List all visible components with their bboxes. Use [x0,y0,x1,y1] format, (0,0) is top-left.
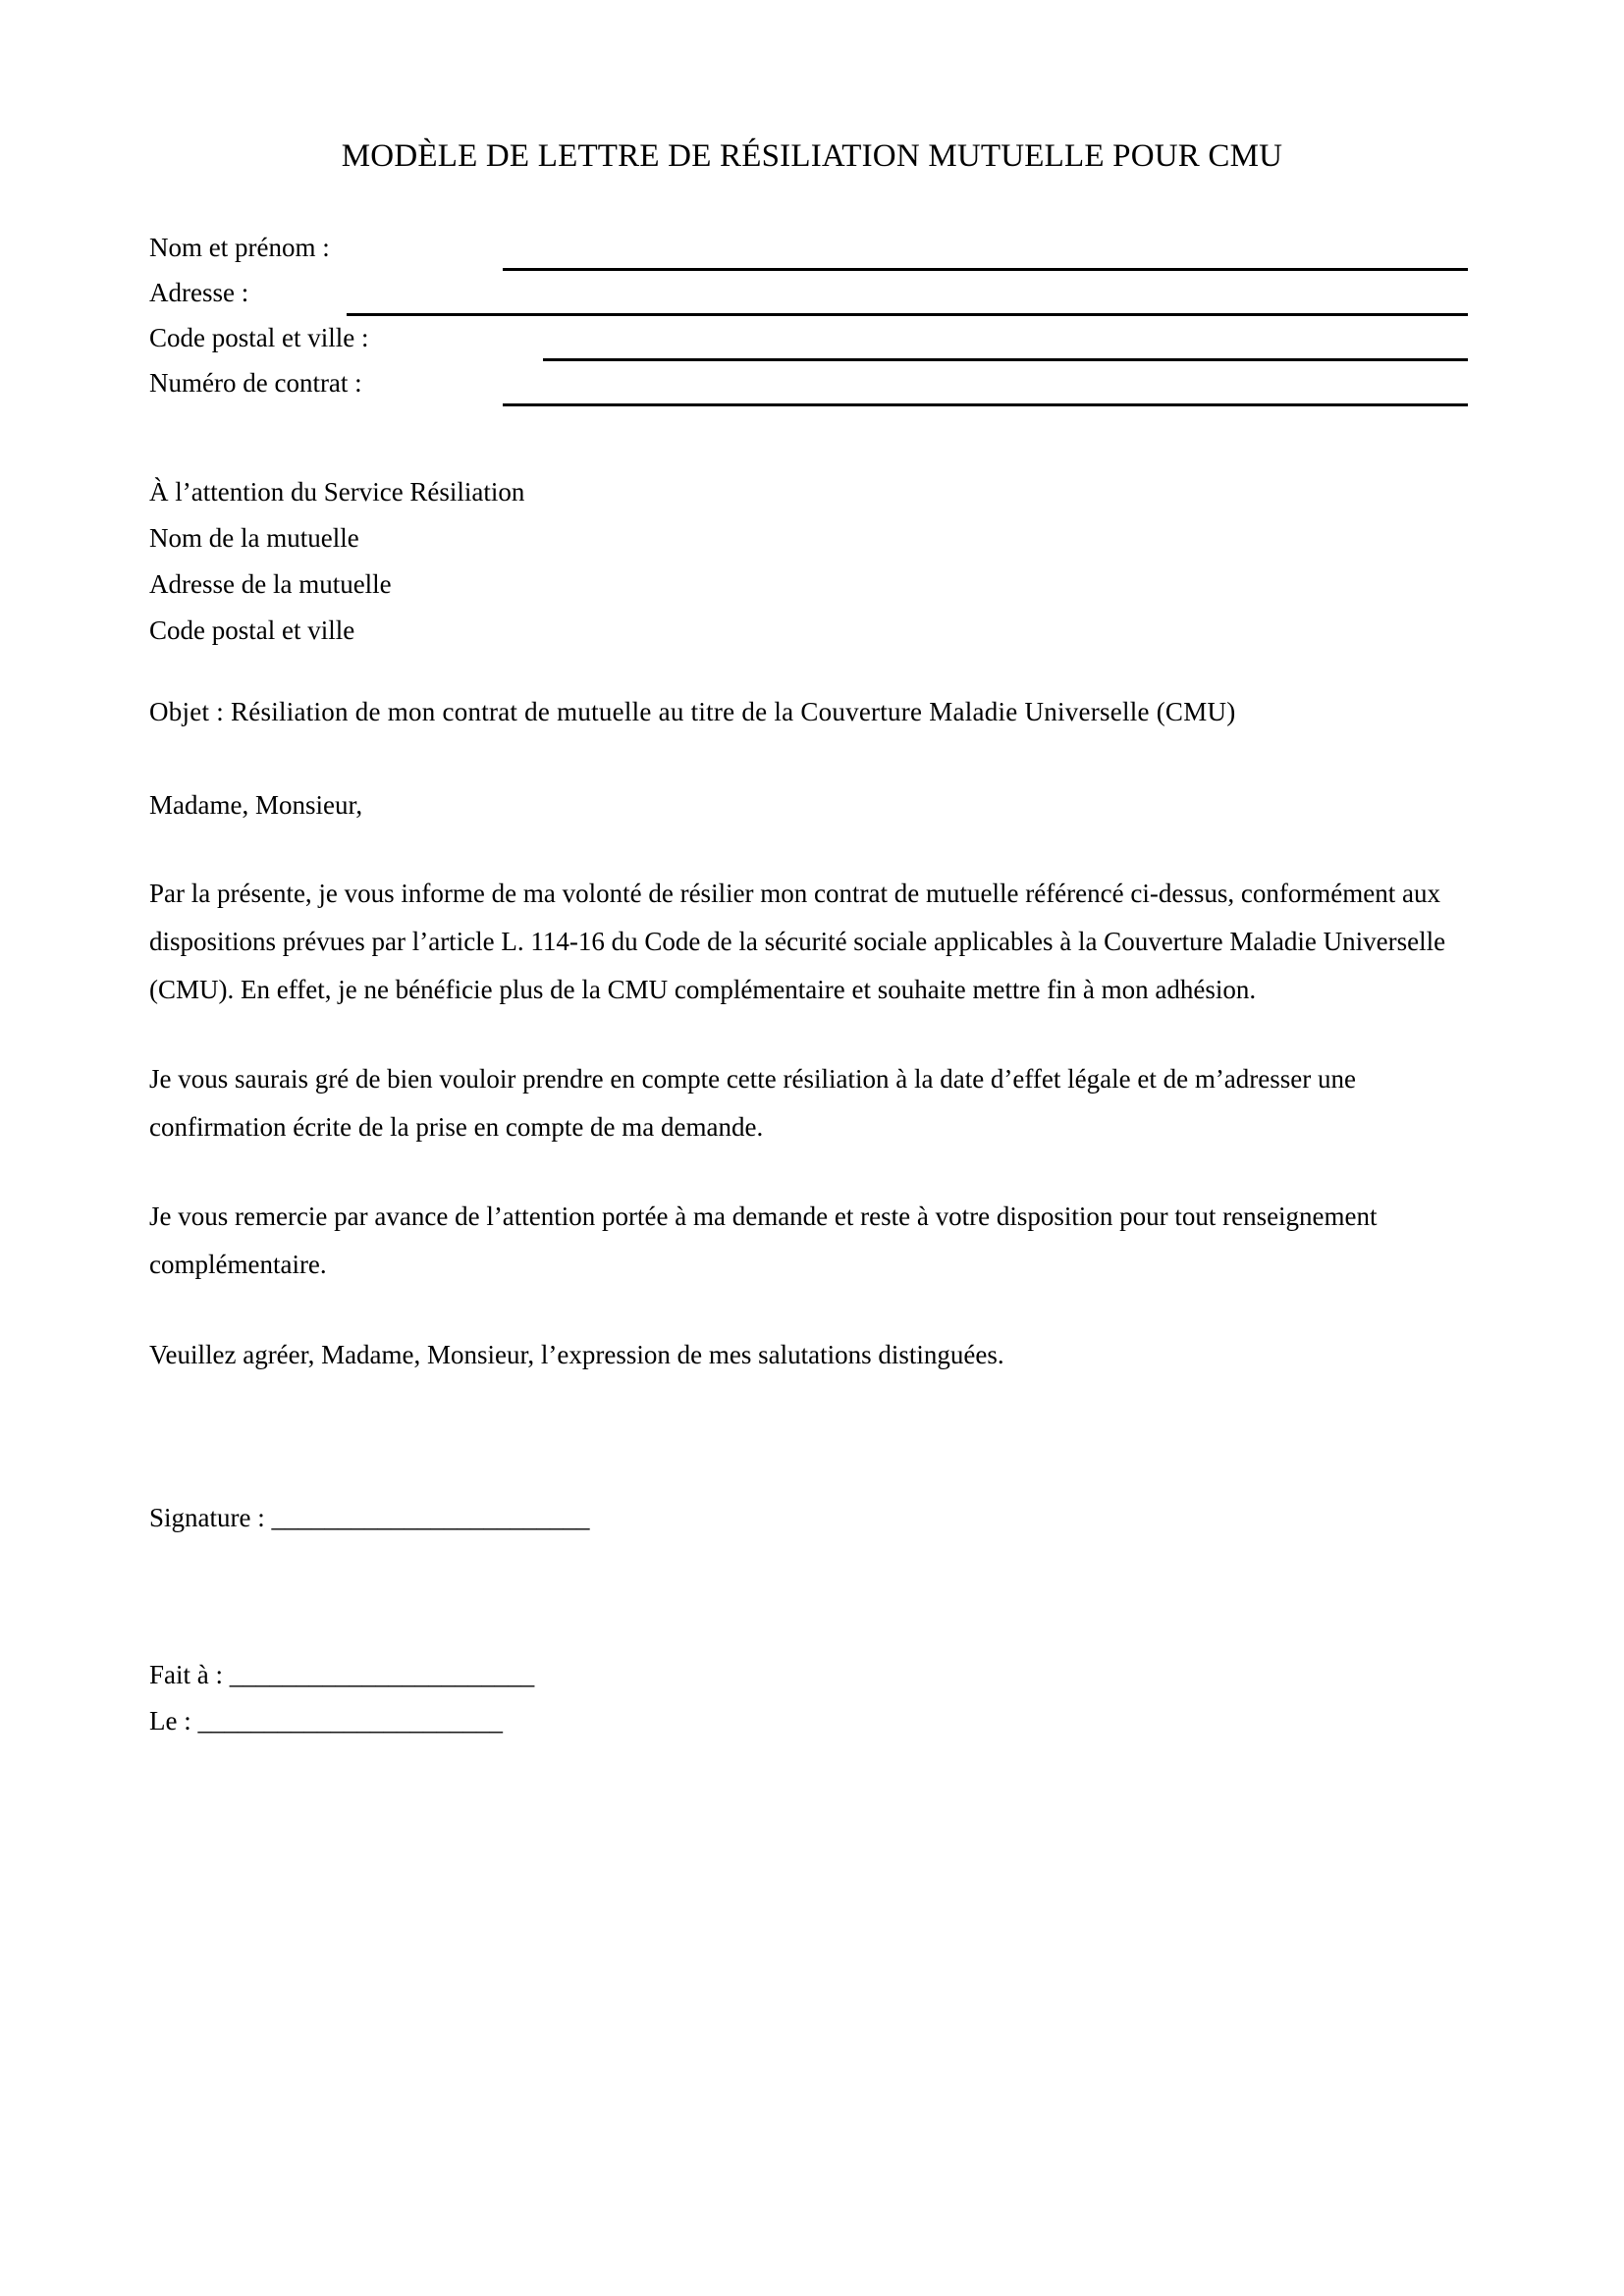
form-label-numero-contrat: Numéro de contrat : [149,368,362,398]
letter-body [149,870,1483,1289]
form-row-code-postal-ville [149,318,1485,363]
recipient-line-mutuelle-address: Adresse de la mutuelle [149,569,392,599]
recipient-address-block [149,469,1327,654]
subject-line: Objet : Résiliation de mon contrat de mutuelle au titre de la Couverture Maladie Universelle (CMU) [149,697,1236,726]
closing-salutation: Veuillez agréer, Madame, Monsieur, l’expression de mes salutations distinguées. [149,1340,1004,1369]
form-rule-code-postal-ville[interactable] [543,358,1468,361]
form-row-numero-contrat [149,363,1485,408]
place-and-date-block [149,1652,534,1744]
body-paragraph-3: Je vous remercie par avance de l’attention portée à ma demande et reste à votre disposition pour tout renseignement complémentaire. [149,1201,1378,1279]
form-rule-adresse[interactable] [347,313,1468,316]
date-field[interactable]: Le : _______________________ [149,1706,503,1735]
page-title: MODÈLE DE LETTRE DE RÉSILIATION MUTUELLE POUR CMU [341,138,1283,175]
form-row-nom-prenom [149,228,1485,273]
place-field[interactable]: Fait à : _______________________ [149,1660,535,1689]
recipient-line-mutuelle-name: Nom de la mutuelle [149,523,359,553]
form-label-nom-prenom: Nom et prénom : [149,233,330,262]
body-paragraph-1: Par la présente, je vous informe de ma volonté de résilier mon contrat de mutuelle référencé ci-dessus, conformément aux dispositions prévues par l’article L. 114-16 du Code de la sécurité sociale applicables à la Couverture Maladie Universelle (CMU). En effet, je ne bénéficie plus de la CMU complémentaire et souhaite mettre fin à mon adhésion. [149,879,1446,1004]
form-rule-numero-contrat[interactable] [503,403,1468,406]
form-row-adresse [149,273,1485,318]
body-paragraph-2: Je vous saurais gré de bien vouloir prendre en compte cette résiliation à la date d’effet légale et de m’adresser une confirmation écrite de la prise en compte de ma demande. [149,1064,1356,1142]
form-label-code-postal-ville: Code postal et ville : [149,323,369,352]
recipient-line-attention: À l’attention du Service Résiliation [149,477,525,507]
form-rule-nom-prenom[interactable] [503,268,1468,271]
recipient-line-mutuelle-city: Code postal et ville [149,615,355,645]
signature-field[interactable]: Signature : ________________________ [149,1503,590,1532]
sender-form-block [149,228,1485,408]
form-label-adresse: Adresse : [149,278,249,307]
salutation-line: Madame, Monsieur, [149,790,363,820]
